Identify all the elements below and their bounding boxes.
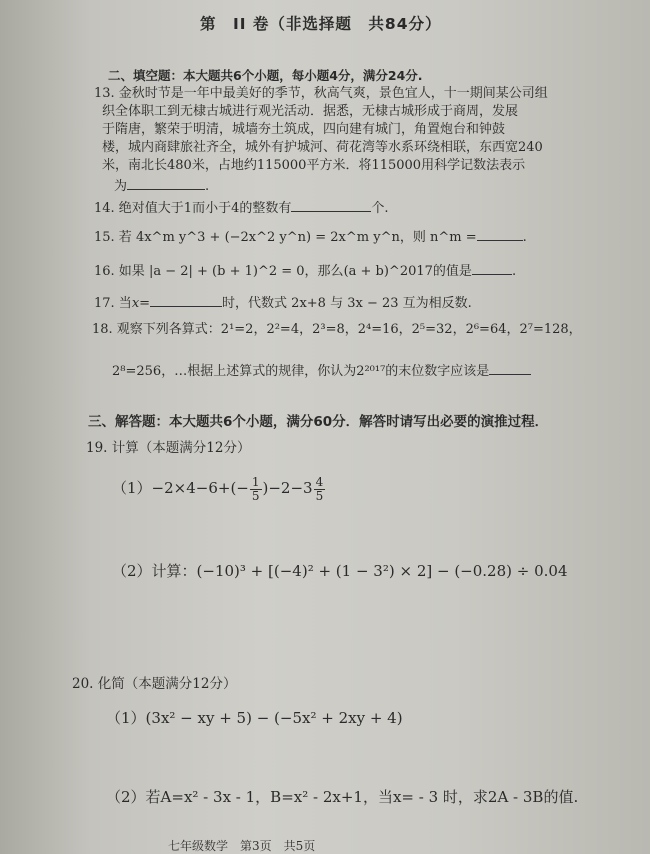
paper-title: 第 II 卷（非选择题 共84分） [200, 15, 442, 33]
q18-line-2 [112, 362, 531, 380]
q16-prefix: 16. 如果 [94, 264, 145, 279]
q16-answer-blank[interactable] [472, 262, 512, 275]
q13-line-4: 楼，城内商肆旅社齐全，城外有护城河、荷花湾等水系环绕相联，东西宽240 [102, 140, 543, 155]
q14-answer-blank[interactable] [291, 199, 371, 212]
section-2-heading: 二、填空题：本大题共6个小题，每小题4分，满分24分. [108, 68, 423, 83]
q13-line-1: 13. 金秋时节是一年中最美好的季节，秋高气爽，景色宜人，十一期间某公司组 [94, 86, 548, 101]
q19-part-2: （2）计算：(−10)³ + [(−4)² + (1 − 3²) × 2] − (−0.28) ÷ 0.04 [112, 562, 568, 580]
fraction-1-denominator: 5 [251, 488, 260, 503]
q14-text: 14. 绝对值大于1而小于4的整数有 [94, 201, 292, 216]
q17-variable: x= [131, 296, 151, 311]
q20-part-2: （2）若A=x² - 3x - 1，B=x² - 2x+1，当x= - 3 时，求2A - 3B的值. [106, 788, 579, 806]
question-17 [94, 294, 472, 312]
q15-equation: 4x^m y^3 + (−2x^2 y^n) = 2x^m y^n [135, 230, 400, 245]
q19-heading: 19. 计算（本题满分12分） [86, 440, 251, 456]
q13-answer-blank[interactable] [127, 177, 205, 190]
q15-end: . [522, 230, 527, 245]
q19-part-1 [112, 472, 326, 504]
q15-answer-blank[interactable] [477, 228, 523, 241]
fraction-2-denominator: 5 [315, 488, 324, 503]
q20-heading: 20. 化简（本题满分12分） [72, 676, 237, 692]
question-14 [94, 199, 389, 217]
fraction-four-fifths [314, 476, 326, 503]
q13-suffix: . [205, 179, 210, 194]
q18-answer-blank[interactable] [489, 362, 531, 375]
q16-suffix: 的值是 [432, 264, 472, 279]
fraction-2-numerator: 4 [315, 474, 324, 489]
q16-mid: ，那么 [304, 264, 344, 279]
q16-end: . [511, 264, 517, 279]
question-15 [94, 228, 527, 246]
q15-mid: ，则 [399, 230, 426, 245]
q16-condition: |a − 2| + (b + 1)^2 = 0 [148, 264, 305, 279]
q13-line-2: 织全体职工到无棣古城进行观光活动．据悉，无棣古城形成于商周，发展 [102, 104, 519, 119]
q13-line-5: 米，南北长480米，占地约115000平方米．将115000用科学记数法表示 [102, 158, 526, 173]
q13-line-3: 于隋唐，繁荣于明清，城墙夯土筑成，四向建有城门，角置炮台和钟鼓 [102, 122, 506, 137]
q19-part-1-label: （1） [112, 479, 152, 497]
q17-answer-blank[interactable] [150, 294, 222, 307]
q14-suffix: 个. [371, 201, 389, 216]
q18-text: 2⁸=256，…根据上述算式的规律，你认为2²⁰¹⁷的末位数字应该是 [112, 364, 490, 379]
q17-suffix: 时，代数式 2x+8 与 3x − 23 互为相反数. [222, 296, 472, 311]
q16-expression: (a + b)^2017 [343, 264, 433, 279]
q19-part-1-expr-b: )−2−3 [262, 479, 313, 497]
page-footer: 七年级数学 第3页 共5页 [168, 839, 316, 853]
section-3-heading: 三、解答题：本大题共6个小题，满分60分．解答时请写出必要的演推过程． [88, 414, 549, 430]
q17-prefix: 17. 当 [94, 296, 132, 311]
question-16 [94, 262, 516, 280]
q13-prefix: 为 [114, 179, 128, 194]
q15-expression: n^m = [430, 230, 477, 245]
q19-part-1-expr-a: −2×4−6+(− [151, 479, 249, 497]
q13-line-6 [114, 177, 209, 195]
q15-prefix: 15. 若 [94, 230, 132, 245]
fraction-1-numerator: 1 [251, 474, 260, 489]
fraction-one-fifth [250, 476, 262, 503]
q20-part-1: （1）(3x² − xy + 5) − (−5x² + 2xy + 4) [106, 709, 403, 727]
q18-line-1: 18. 观察下列各算式：2¹=2，2²=4，2³=8，2⁴=16，2⁵=32，2⁶=64，2⁷=128， [92, 322, 582, 337]
